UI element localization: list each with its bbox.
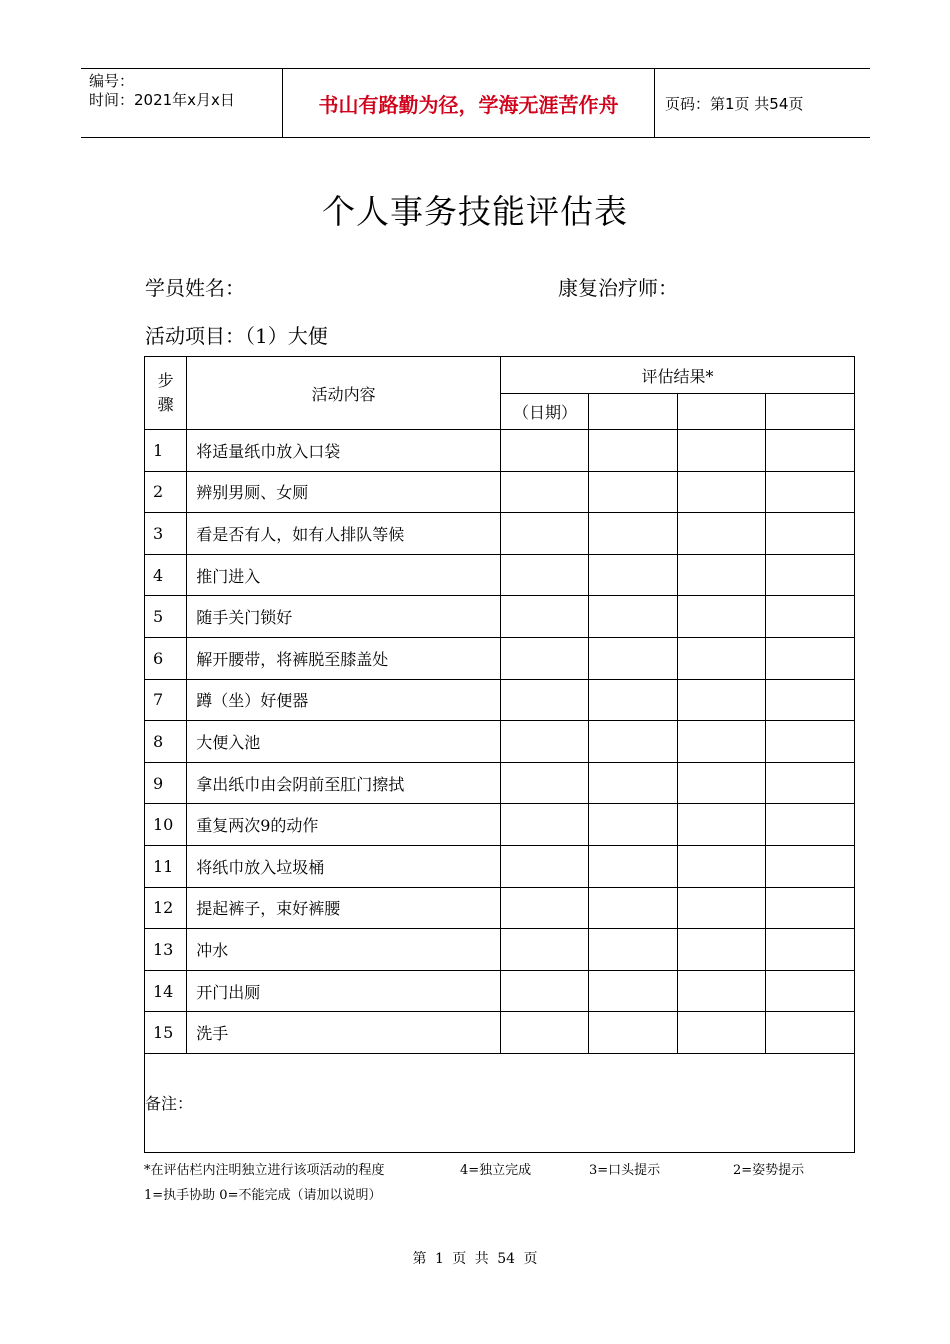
result-cell[interactable] [677,596,765,638]
result-cell[interactable] [589,970,677,1012]
step-number: 10 [145,804,187,846]
table-row [145,887,855,929]
table-row [145,804,855,846]
result-cell[interactable] [589,471,677,513]
result-cell[interactable] [766,679,855,721]
table-row [145,970,855,1012]
footnote-note: *在评估栏内注明独立进行该项活动的程度 [144,1163,385,1178]
step-number: 7 [145,679,187,721]
result-cell[interactable] [677,637,765,679]
table-row [145,554,855,596]
step-content: 将纸巾放入垃圾桶 [187,845,501,887]
step-number: 15 [145,1012,187,1054]
result-cell[interactable] [500,596,588,638]
step-number: 11 [145,845,187,887]
step-number: 13 [145,929,187,971]
result-cell[interactable] [500,471,588,513]
step-header [145,357,187,430]
result-cell[interactable] [766,430,855,472]
table-row [145,929,855,971]
result-cell[interactable] [500,1012,588,1054]
step-content: 提起裤子，束好裤腰 [187,887,501,929]
result-cell[interactable] [677,471,765,513]
table-row [145,637,855,679]
footnote-level4: 4=独立完成 [460,1163,532,1178]
step-number: 5 [145,596,187,638]
footnote-level2: 2=姿势提示 [733,1163,805,1178]
result-cell[interactable] [677,762,765,804]
table-row [145,679,855,721]
step-content: 拿出纸巾由会阴前至肛门擦拭 [187,762,501,804]
student-name-label: 学员姓名： [145,276,245,300]
date-cell-2[interactable] [589,394,677,430]
number-label: 编号： [89,72,135,90]
result-cell[interactable] [766,596,855,638]
date-cell: （日期） [500,394,588,430]
step-content: 推门进入 [187,554,501,596]
step-number: 14 [145,970,187,1012]
footnote-level1-0: 1=执手协助 0=不能完成（请加以说明） [144,1188,382,1203]
page-footer: 第 1 页 共 54 页 [412,1251,538,1267]
result-cell[interactable] [500,762,588,804]
result-cell[interactable] [766,513,855,555]
footnote-level3: 3=口头提示 [589,1163,661,1178]
step-content: 随手关门锁好 [187,596,501,638]
result-cell[interactable] [766,804,855,846]
result-cell[interactable] [766,762,855,804]
content-header: 活动内容 [187,357,501,430]
date-cell-3[interactable] [677,394,765,430]
step-content: 辨别男厕、女厕 [187,471,501,513]
result-cell[interactable] [677,513,765,555]
table-row [145,430,855,472]
step-number: 4 [145,554,187,596]
header-meta [81,69,281,137]
page-header [81,68,870,138]
result-cell[interactable] [589,679,677,721]
result-cell[interactable] [677,887,765,929]
step-number: 1 [145,430,187,472]
result-cell[interactable] [766,471,855,513]
table-row [145,762,855,804]
table-row [145,721,855,763]
result-cell[interactable] [677,1012,765,1054]
result-cell[interactable] [589,513,677,555]
result-cell[interactable] [589,887,677,929]
result-cell[interactable] [766,554,855,596]
result-cell[interactable] [589,1012,677,1054]
result-cell[interactable] [766,970,855,1012]
result-cell[interactable] [677,804,765,846]
table-row [145,471,855,513]
result-cell[interactable] [766,929,855,971]
result-cell[interactable] [766,1012,855,1054]
result-cell[interactable] [589,721,677,763]
result-cell[interactable] [500,637,588,679]
table-row [145,1012,855,1054]
result-cell[interactable] [500,929,588,971]
result-cell[interactable] [589,430,677,472]
step-header-char-2: 骤 [157,395,174,414]
time-label: 时间：2021年x月x日 [89,91,235,109]
step-content: 蹲（坐）好便器 [187,679,501,721]
table-row [145,845,855,887]
result-cell[interactable] [500,845,588,887]
step-number: 9 [145,762,187,804]
header-page-code: 页码：第1页 共54页 [665,94,804,113]
result-cell[interactable] [589,596,677,638]
result-cell[interactable] [500,970,588,1012]
result-cell[interactable] [500,430,588,472]
result-cell[interactable] [766,887,855,929]
result-cell[interactable] [500,804,588,846]
result-cell[interactable] [589,845,677,887]
step-content: 开门出厕 [187,970,501,1012]
step-number: 2 [145,471,187,513]
result-cell[interactable] [500,887,588,929]
result-cell[interactable] [589,637,677,679]
activity-label: 活动项目：（1）大便 [145,324,328,348]
result-cell[interactable] [677,721,765,763]
date-cell-4[interactable] [766,394,855,430]
result-cell[interactable] [500,513,588,555]
table-row [145,596,855,638]
result-header: 评估结果* [500,357,854,394]
result-cell[interactable] [677,679,765,721]
result-cell[interactable] [589,804,677,846]
table-row [145,513,855,555]
page-title: 个人事务技能评估表 [322,192,628,231]
step-content: 将适量纸巾放入口袋 [187,430,501,472]
step-number: 6 [145,637,187,679]
step-content: 看是否有人，如有人排队等候 [187,513,501,555]
result-cell[interactable] [677,845,765,887]
result-cell[interactable] [677,430,765,472]
result-cell[interactable] [766,721,855,763]
result-cell[interactable] [500,679,588,721]
step-content: 重复两次9的动作 [187,804,501,846]
result-cell[interactable] [677,970,765,1012]
step-number: 8 [145,721,187,763]
result-cell[interactable] [589,762,677,804]
step-content: 大便入池 [187,721,501,763]
result-cell[interactable] [500,721,588,763]
step-content: 冲水 [187,929,501,971]
result-cell[interactable] [677,554,765,596]
step-header-char-1: 步 [157,371,174,390]
step-content: 解开腰带，将裤脱至膝盖处 [187,637,501,679]
step-number: 12 [145,887,187,929]
result-cell[interactable] [589,554,677,596]
result-cell[interactable] [766,637,855,679]
remark-row [145,1053,855,1152]
result-cell[interactable] [677,929,765,971]
result-cell[interactable] [766,845,855,887]
result-cell[interactable] [589,929,677,971]
step-number: 3 [145,513,187,555]
therapist-label: 康复治疗师： [558,276,678,300]
step-content: 洗手 [187,1012,501,1054]
assessment-table [144,356,855,1153]
header-motto: 书山有路勤为径，学海无涯苦作舟 [282,69,655,137]
remark-cell[interactable]: 备注： [145,1053,855,1152]
result-cell[interactable] [500,554,588,596]
